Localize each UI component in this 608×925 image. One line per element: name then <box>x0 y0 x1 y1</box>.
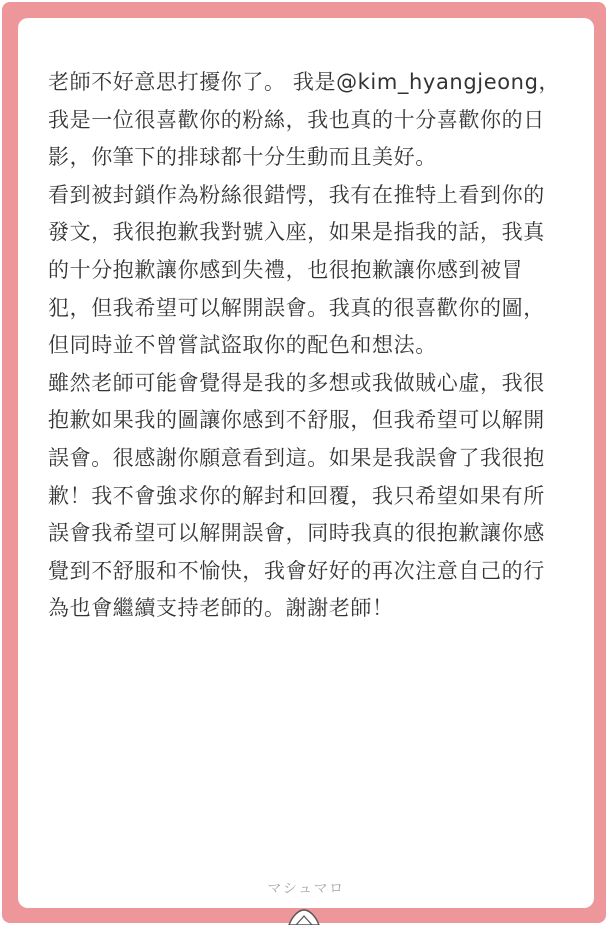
message-body <box>48 64 564 628</box>
message-paragraph-1: 老師不好意思打擾你了。 我是@kim_hyangjeong，我是一位很喜歡你的粉絲，我也真的十分喜歡你的日影，你筆下的排球都十分生動而且美好。 <box>48 70 561 170</box>
message-paragraph-3: 雖然老師可能會覺得是我的多想或我做賊心虛，我很抱歉如果我的圖讓你感到不舒服，但我希望可以解開誤會。很感謝你願意看到這。如果是我誤會了我很抱歉！我不會強求你的解封和回覆，我只希望如果有所誤會我希望可以解開誤會，同時我真的很抱歉讓你感覺到不舒服和不愉快，我會好好的再次注意自己的行為也會繼續支持老師的。謝謝老師！ <box>48 370 545 621</box>
message-paragraph-2: 看到被封鎖作為粉絲很錯愕，我有在推特上看到你的發文，我很抱歉我對號入座，如果是指我的話，我真的十分抱歉讓你感到失禮，也很抱歉讓你感到被冒犯，但我希望可以解開誤會。我真的很喜歡你的圖，但同時並不曾嘗試盜取你的配色和想法。 <box>48 182 545 358</box>
marshmallow-icon <box>287 907 321 925</box>
brand-label: マシュマロ <box>267 881 345 897</box>
card-frame <box>2 2 606 923</box>
message-card <box>18 18 594 908</box>
